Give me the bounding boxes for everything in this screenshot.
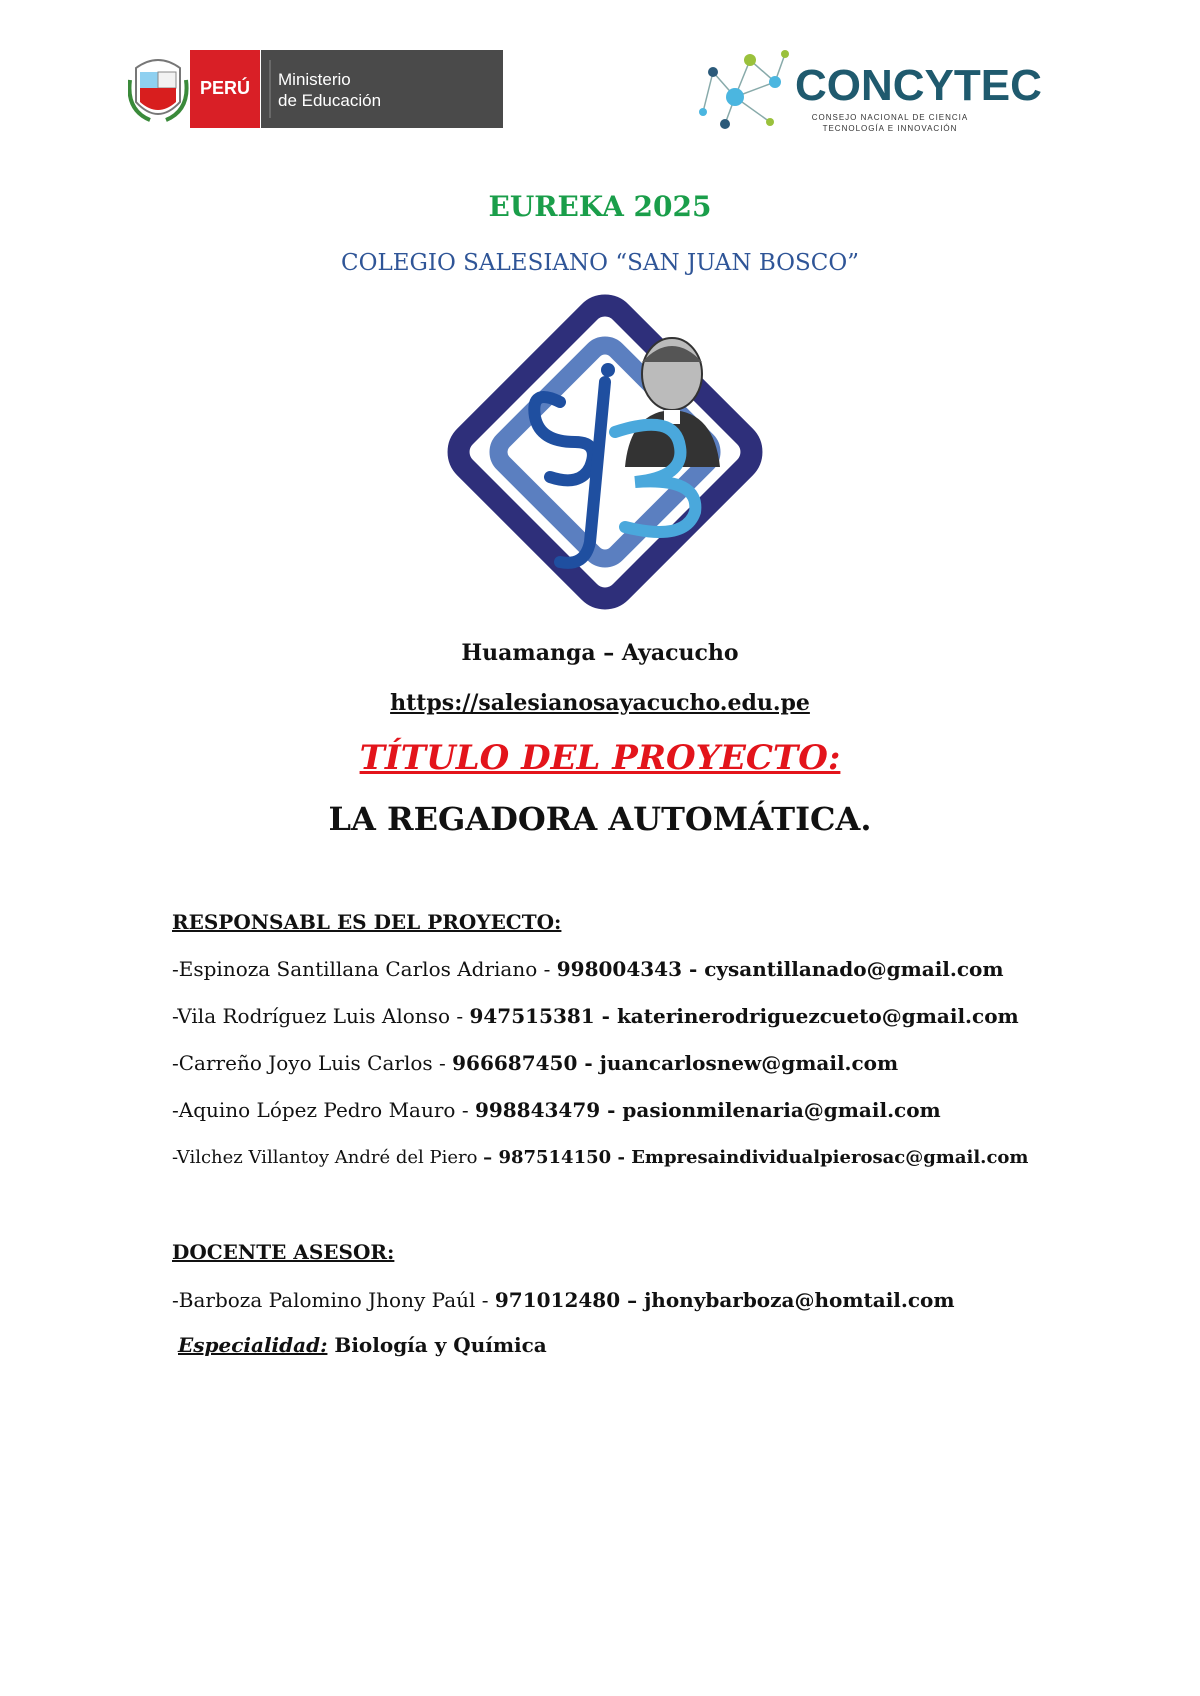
separator: - xyxy=(600,1098,623,1122)
advisor-heading: DOCENTE ASESOR: xyxy=(172,1240,395,1264)
person-name: -Vilchez Villantoy André del Piero xyxy=(172,1147,484,1168)
ministry-country: PERÚ xyxy=(199,78,251,98)
separator: – xyxy=(620,1288,645,1312)
person-email: Empresaindividualpierosac@gmail.com xyxy=(631,1147,1029,1168)
advisor-row xyxy=(172,1288,955,1312)
person-phone: – 987514150 xyxy=(483,1147,612,1168)
person-phone: 998004343 xyxy=(556,957,682,981)
molecule-network-icon xyxy=(703,54,785,124)
advisor-name: -Barboza Palomino Jhony Paúl - xyxy=(172,1288,495,1312)
separator: - xyxy=(682,957,705,981)
person-phone: 998843479 xyxy=(474,1098,601,1122)
website-link[interactable]: https://salesianosayacucho.edu.pe xyxy=(390,690,810,716)
separator: - xyxy=(577,1051,600,1075)
peru-coat-of-arms-icon xyxy=(129,60,186,120)
ministry-name-2: de Educación xyxy=(278,91,382,110)
person-name: -Vila Rodríguez Luis Alonso - xyxy=(172,1004,470,1028)
concytec-subtitle-2: TECNOLOGÍA E INNOVACIÓN xyxy=(822,124,958,133)
ministry-name-1: Ministerio xyxy=(278,70,351,89)
advisor-phone: 971012480 xyxy=(494,1288,621,1312)
person-name: -Aquino López Pedro Mauro - xyxy=(172,1098,475,1122)
specialty-label: Especialidad: xyxy=(178,1333,328,1357)
separator: - xyxy=(611,1147,632,1168)
ministry-of-education-logo xyxy=(128,50,503,128)
concytec-name: CONCYTEC xyxy=(795,61,1042,110)
specialty-row xyxy=(178,1333,547,1357)
responsible-row xyxy=(172,1147,1028,1168)
concytec-logo xyxy=(695,42,1070,138)
person-phone: 947515381 xyxy=(469,1004,595,1028)
responsible-row xyxy=(172,1004,1019,1028)
responsible-row xyxy=(172,1051,898,1075)
project-title-label: TÍTULO DEL PROYECTO: xyxy=(359,738,841,778)
person-email: katerinerodriguezcueto@gmail.com xyxy=(616,1004,1019,1028)
person-name: -Carreño Joyo Luis Carlos - xyxy=(172,1051,453,1075)
person-email: juancarlosnew@gmail.com xyxy=(599,1051,899,1075)
person-email: cysantillanado@gmail.com xyxy=(704,957,1004,981)
person-email: pasionmilenaria@gmail.com xyxy=(622,1098,941,1122)
responsible-row xyxy=(172,957,1004,981)
advisor-email: jhonybarboza@homtail.com xyxy=(644,1288,955,1312)
person-name: -Espinoza Santillana Carlos Adriano - xyxy=(172,957,557,981)
concytec-subtitle-1: CONSEJO NACIONAL DE CIENCIA xyxy=(811,113,969,122)
responsibles-heading: RESPONSABL ES DEL PROYECTO: xyxy=(172,910,562,934)
sjb-school-logo xyxy=(440,292,770,612)
event-title: EUREKA 2025 xyxy=(488,190,712,223)
school-name: COLEGIO SALESIANO “SAN JUAN BOSCO” xyxy=(341,250,859,276)
specialty-value: Biología y Química xyxy=(327,1333,547,1357)
person-phone: 966687450 xyxy=(452,1051,578,1075)
separator: - xyxy=(594,1004,617,1028)
project-title: LA REGADORA AUTOMÁTICA. xyxy=(328,800,872,838)
location: Huamanga – Ayacucho xyxy=(461,640,739,666)
responsible-row xyxy=(172,1098,941,1122)
